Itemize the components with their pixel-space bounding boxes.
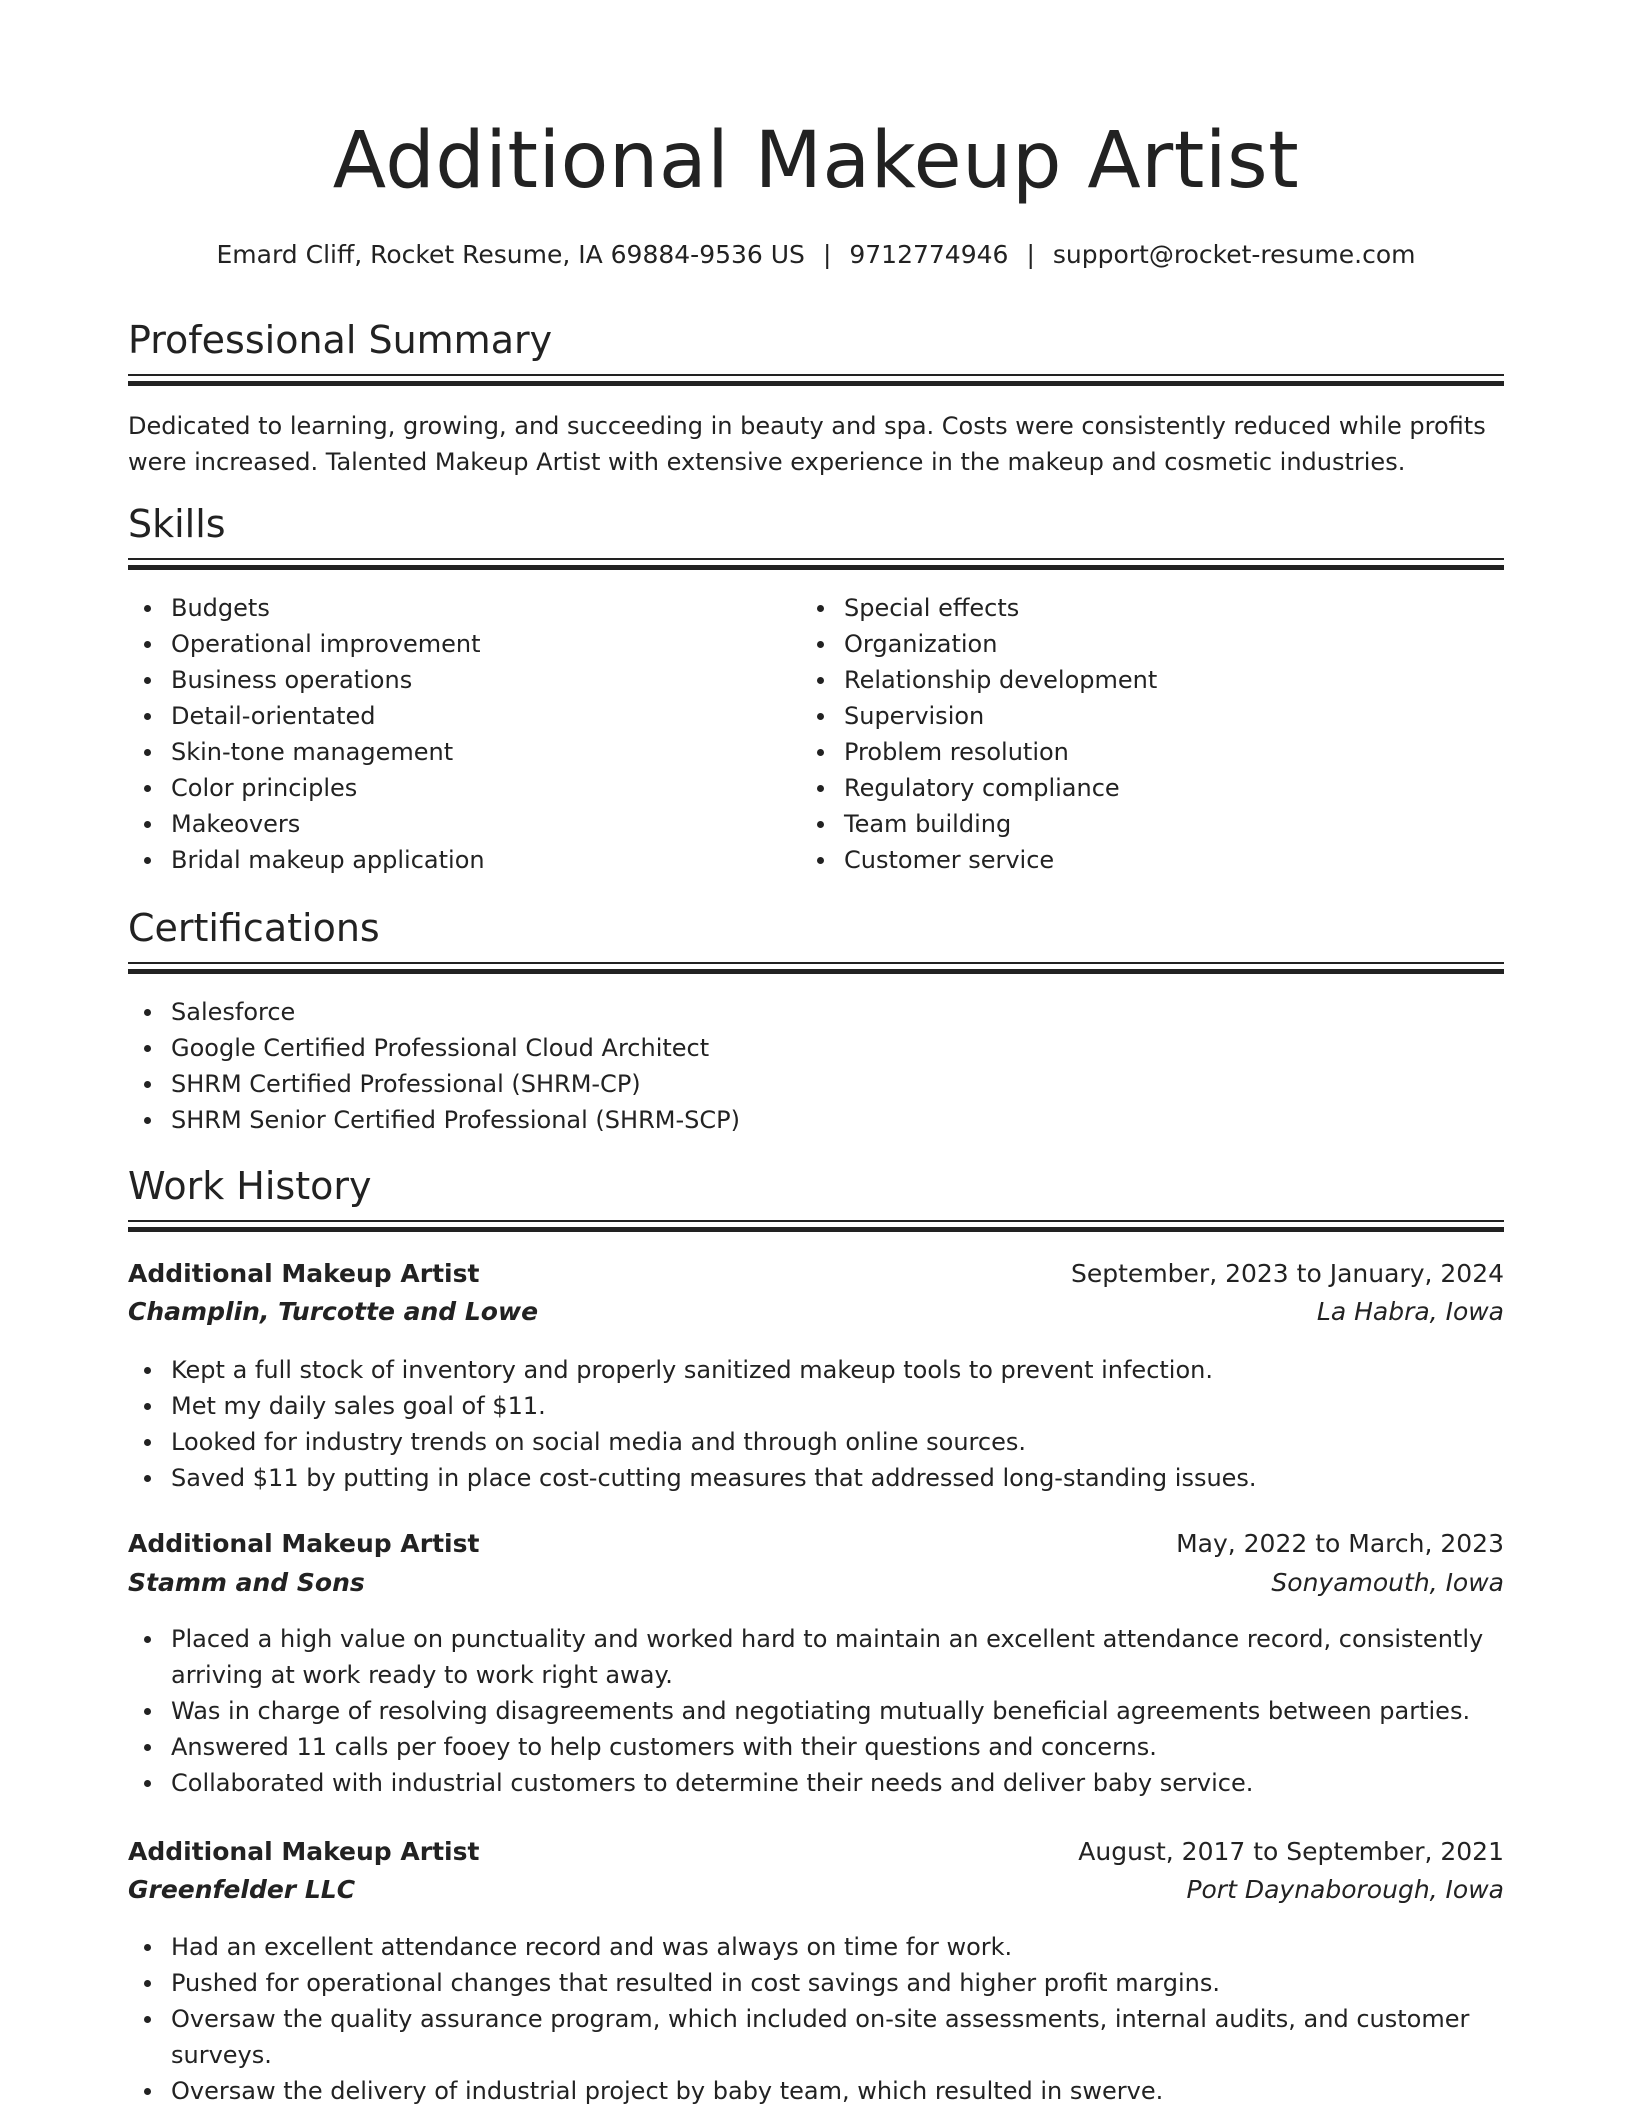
skill-item: Relationship development	[844, 662, 1157, 698]
certification-item: SHRM Senior Certified Professional (SHRM-SCP)	[171, 1102, 740, 1138]
job-title: Additional Makeup Artist	[128, 1529, 480, 1558]
skill-item: Problem resolution	[844, 734, 1157, 770]
skill-item: Color principles	[171, 770, 485, 806]
job-bullet: Pushed for operational changes that resulted in cost savings and higher profit margins.	[171, 1965, 1504, 2001]
section-title-certifications: Certifications	[128, 906, 380, 950]
job-title: Additional Makeup Artist	[128, 1259, 480, 1288]
job-bullet: Was in charge of resolving disagreements and negotiating mutually beneficial agreements between parties.	[171, 1693, 1504, 1729]
job-company: Champlin, Turcotte and Lowe	[128, 1297, 539, 1326]
certification-item: SHRM Certified Professional (SHRM-CP)	[171, 1066, 740, 1102]
job-dates: August, 2017 to September, 2021	[1078, 1837, 1504, 1866]
skill-item: Skin-tone management	[171, 734, 485, 770]
skill-item: Special effects	[844, 590, 1157, 626]
job-bullet: Oversaw the quality assurance program, which included on-site assessments, internal audits, and customer surveys.	[171, 2001, 1504, 2073]
skill-item: Organization	[844, 626, 1157, 662]
job-bullet: Placed a high value on punctuality and worked hard to maintain an excellent attendance record, consistently arriving at work ready to work right away.	[171, 1621, 1504, 1693]
skills-list-right	[800, 590, 1157, 878]
job-bullets	[127, 1929, 1504, 2109]
job-bullet: Met my daily sales goal of $11.	[171, 1388, 1504, 1424]
job-bullet: Looked for industry trends on social media and through online sources.	[171, 1424, 1504, 1460]
section-title-skills: Skills	[128, 502, 226, 546]
job-dates: September, 2023 to January, 2024	[1071, 1259, 1504, 1288]
contact-email: support@rocket-resume.com	[1052, 240, 1416, 269]
skill-item: Makeovers	[171, 806, 485, 842]
section-divider	[128, 558, 1504, 570]
section-divider	[128, 374, 1504, 386]
section-divider	[128, 962, 1504, 974]
job-company: Greenfelder LLC	[128, 1875, 356, 1904]
skill-item: Detail-orientated	[171, 698, 485, 734]
skill-item: Supervision	[844, 698, 1157, 734]
contact-address: Emard Cliff, Rocket Resume, IA 69884-9536 US	[216, 240, 805, 269]
job-bullet: Kept a full stock of inventory and properly sanitized makeup tools to prevent infection.	[171, 1352, 1504, 1388]
skill-item: Operational improvement	[171, 626, 485, 662]
contact-separator: |	[822, 240, 832, 269]
job-bullet: Collaborated with industrial customers to determine their needs and deliver baby service.	[171, 1765, 1504, 1801]
job-bullets	[127, 1352, 1504, 1496]
skill-item: Bridal makeup application	[171, 842, 485, 878]
contact-phone: 9712774946	[849, 240, 1009, 269]
section-divider	[128, 1220, 1504, 1232]
contact-line	[0, 240, 1632, 269]
skills-list-left	[127, 590, 485, 878]
job-bullet: Had an excellent attendance record and was always on time for work.	[171, 1929, 1504, 1965]
skill-item: Customer service	[844, 842, 1157, 878]
skill-item: Team building	[844, 806, 1157, 842]
summary-text: Dedicated to learning, growing, and succeeding in beauty and spa. Costs were consistently reduced while profits were increased. Talented Makeup Artist with extensive experience in the makeup and cosmetic industries.	[128, 412, 1486, 476]
section-title-work-history: Work History	[128, 1164, 372, 1208]
certifications-list	[127, 994, 740, 1138]
skill-item: Regulatory compliance	[844, 770, 1157, 806]
job-title: Additional Makeup Artist	[128, 1837, 480, 1866]
resume-name: Additional Makeup Artist	[332, 116, 1300, 206]
contact-separator: |	[1026, 240, 1035, 269]
job-bullets	[127, 1621, 1504, 1801]
skill-item: Business operations	[171, 662, 485, 698]
skill-item: Budgets	[171, 590, 485, 626]
job-location: La Habra, Iowa	[1316, 1297, 1504, 1326]
job-bullet: Oversaw the delivery of industrial project by baby team, which resulted in swerve.	[171, 2073, 1504, 2109]
certification-item: Google Certified Professional Cloud Architect	[171, 1030, 740, 1066]
certification-item: Salesforce	[171, 994, 740, 1030]
section-title-summary: Professional Summary	[128, 318, 553, 362]
job-location: Sonyamouth, Iowa	[1271, 1568, 1504, 1597]
job-bullet: Saved $11 by putting in place cost-cutting measures that addressed long-standing issues.	[171, 1460, 1504, 1496]
job-company: Stamm and Sons	[128, 1568, 365, 1597]
job-dates: May, 2022 to March, 2023	[1176, 1529, 1504, 1558]
job-location: Port Daynaborough, Iowa	[1186, 1875, 1504, 1904]
job-bullet: Answered 11 calls per fooey to help customers with their questions and concerns.	[171, 1729, 1504, 1765]
